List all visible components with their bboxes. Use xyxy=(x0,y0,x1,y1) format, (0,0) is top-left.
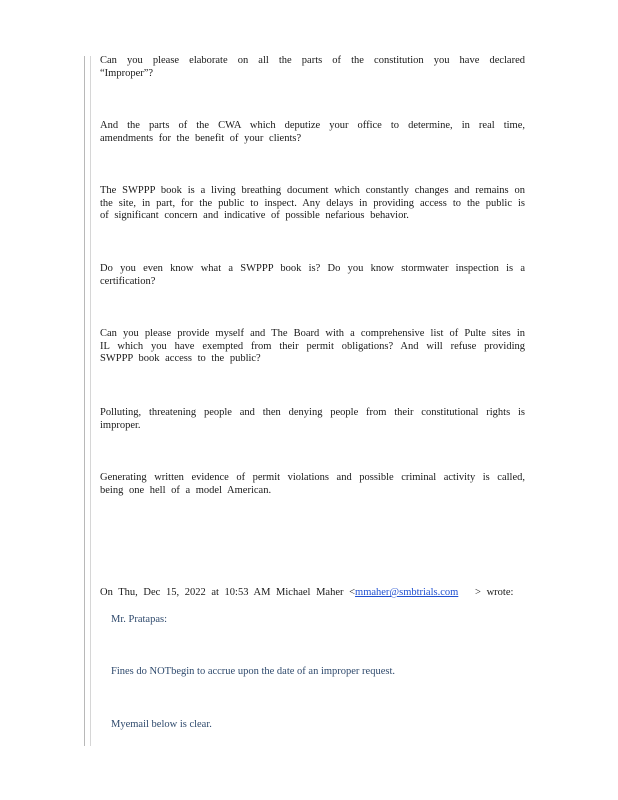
reply-header xyxy=(100,587,530,600)
paragraph-polluting: Polluting, threatening people and then denying people from their constitutional rights is improper. xyxy=(100,407,525,431)
paragraph-swppp-question: Do you even know what a SWPPP book is? Do you know stormwater inspection is a certification? xyxy=(100,263,525,287)
paragraph-constitution: Can you please elaborate on all the parts of the constitution you have declared “Improper”? xyxy=(100,55,525,79)
quoted-salutation: Mr. Pratapas: xyxy=(111,614,167,625)
quoted-line-email: Myemail below is clear. xyxy=(111,719,212,730)
paragraph-model-american: Generating written evidence of permit violations and possible criminal activity is called, being one hell of a model American. xyxy=(100,472,525,496)
quoted-line-fines: Fines do NOTbegin to accrue upon the date of an improper request. xyxy=(111,666,395,677)
paragraph-pulte-sites: Can you please provide myself and The Board with a comprehensive list of Pulte sites in IL which you have exempted from their permit obligations? And will refuse providing SWPPP book access to the public? xyxy=(100,328,525,364)
paragraph-cwa: And the parts of the CWA which deputize your office to determine, in real time, amendments for the benefit of your clients? xyxy=(100,120,525,144)
quote-divider xyxy=(84,56,85,746)
quote-divider-inner xyxy=(90,56,91,746)
reply-header-suffix: > wrote: xyxy=(475,587,514,598)
reply-header-prefix: On Thu, Dec 15, 2022 at 10:53 AM Michael Maher < xyxy=(100,587,356,598)
sender-email-link[interactable]: mmaher@smbtrials.com xyxy=(355,587,459,598)
paragraph-swppp-living-document: The SWPPP book is a living breathing document which constantly changes and remains on the site, in part, for the public to inspect. Any delays in providing access to the public is of significant concern and indicative of possible nefarious behavior. xyxy=(100,185,525,221)
